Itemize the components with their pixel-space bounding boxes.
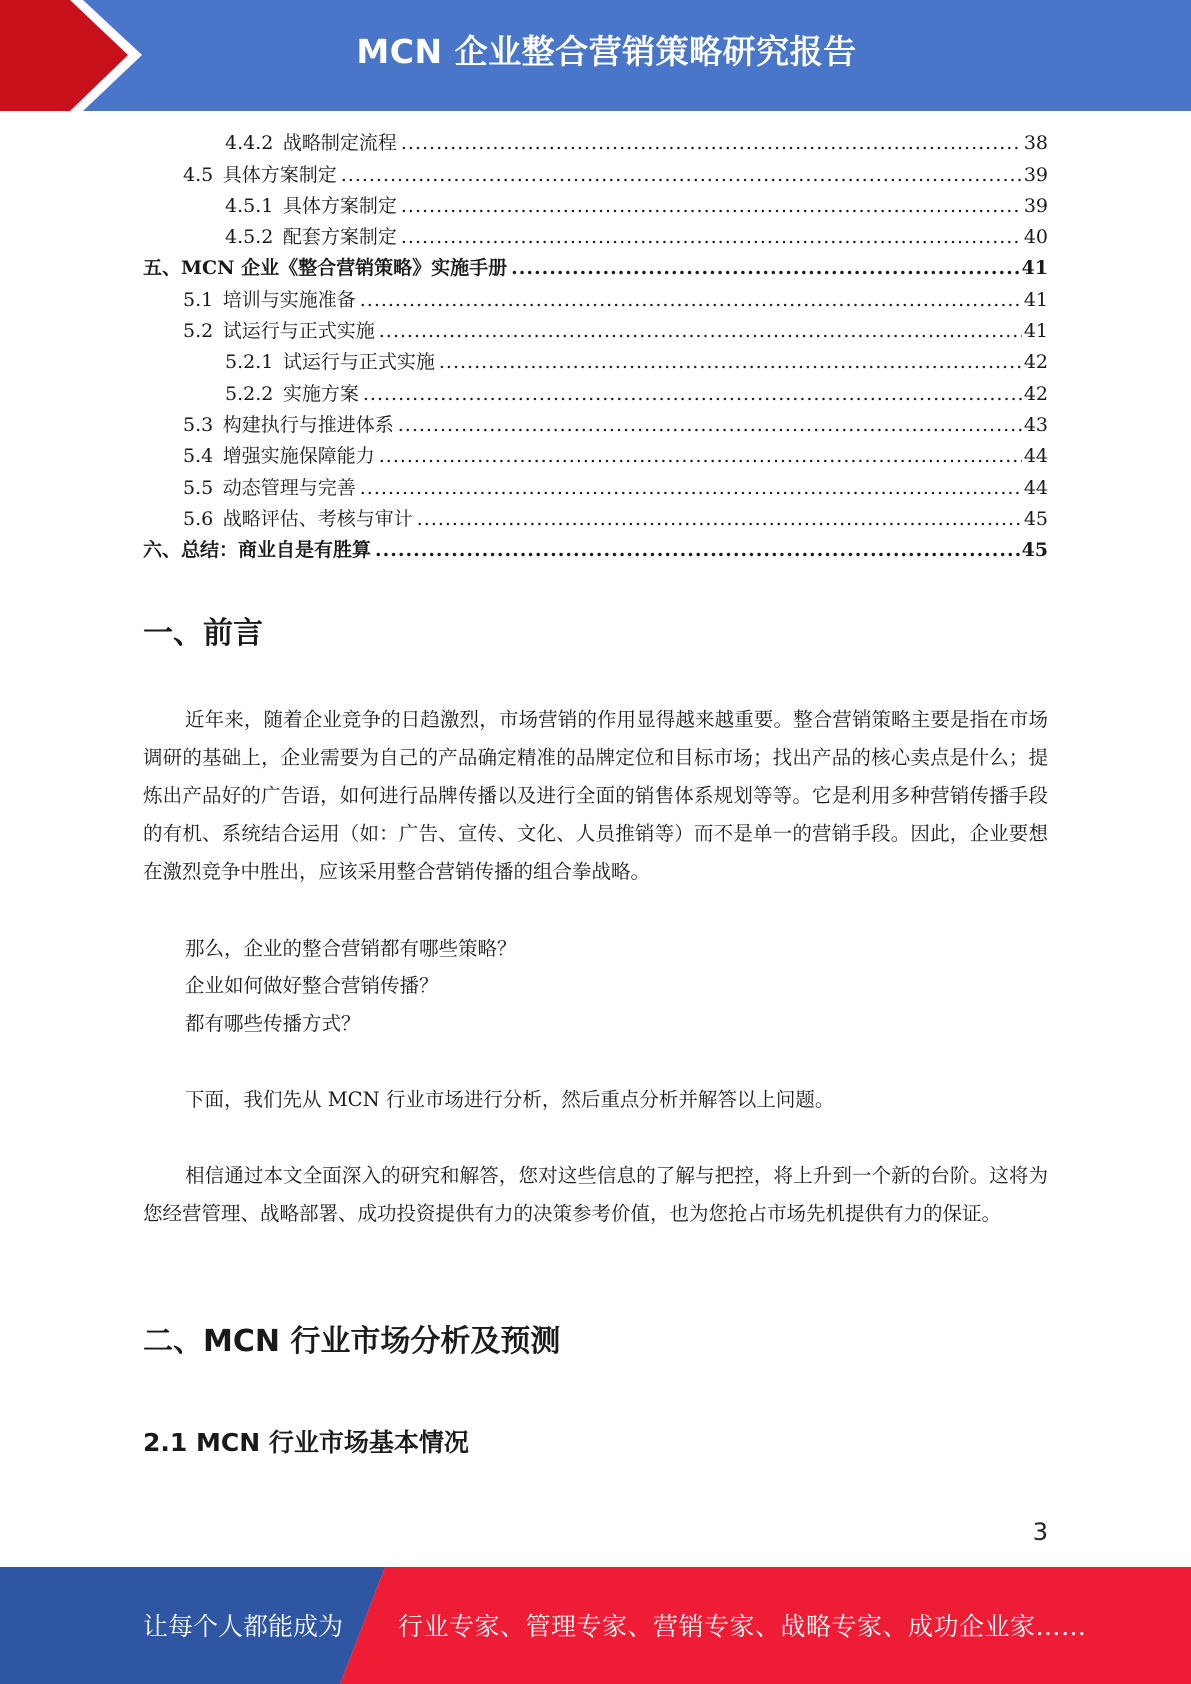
toc-entry[interactable] <box>143 253 1048 284</box>
toc-entry-title: 具体方案制定 <box>282 194 397 217</box>
question-line-1: 那么，企业的整合营销都有哪些策略？ <box>185 937 517 960</box>
footer-banner <box>0 1567 1191 1684</box>
toc-dot-leader <box>360 473 1022 504</box>
toc-entry[interactable] <box>143 410 1048 441</box>
toc-entry[interactable] <box>143 128 1048 159</box>
toc-dot-leader <box>401 191 1022 222</box>
toc-entry[interactable] <box>143 222 1048 253</box>
toc-dot-leader <box>417 504 1022 535</box>
toc-entry-page: 42 <box>1023 351 1048 374</box>
toc-entry-page: 39 <box>1023 163 1048 186</box>
toc-entry-title: 六、总结：商业自是有胜算 <box>143 539 372 562</box>
toc-entry-page: 42 <box>1023 382 1048 405</box>
toc-entry-title: 动态管理与完善 <box>222 476 356 499</box>
toc-dot-leader <box>341 160 1022 191</box>
preface-paragraph-2: 下面，我们先从 MCN 行业市场进行分析，然后重点分析并解答以上问题。 <box>185 1088 835 1111</box>
table-of-contents <box>143 128 1048 566</box>
toc-entry-number: 4.4.2 <box>225 132 274 155</box>
toc-entry[interactable] <box>143 316 1048 347</box>
toc-entry-number: 5.3 <box>183 413 214 436</box>
toc-entry[interactable] <box>143 472 1048 503</box>
toc-entry-title: 试运行与正式实施 <box>282 351 435 374</box>
toc-dot-leader <box>401 222 1022 253</box>
toc-entry[interactable] <box>143 347 1048 378</box>
toc-dot-leader <box>363 379 1022 410</box>
toc-entry-number: 5.2.1 <box>225 351 274 374</box>
toc-dot-leader <box>439 347 1022 378</box>
toc-entry-page: 44 <box>1023 445 1048 468</box>
toc-dot-leader <box>360 285 1022 316</box>
toc-dot-leader <box>379 316 1022 347</box>
toc-entry-page: 45 <box>1021 539 1048 562</box>
toc-dot-leader <box>379 441 1022 472</box>
toc-entry-page: 41 <box>1021 257 1048 280</box>
toc-entry-page: 39 <box>1023 194 1048 217</box>
toc-entry-page: 45 <box>1023 507 1048 530</box>
section-heading-market-analysis: 二、MCN 行业市场分析及预测 <box>143 1324 561 1359</box>
toc-entry-page: 40 <box>1023 226 1048 249</box>
toc-entry-title: 配套方案制定 <box>282 226 397 249</box>
toc-entry-title: 构建执行与推进体系 <box>222 413 394 436</box>
question-line-3: 都有哪些传播方式？ <box>185 1012 361 1035</box>
toc-entry-number: 5.4 <box>183 445 214 468</box>
toc-dot-leader <box>511 253 1019 284</box>
preface-paragraph-1: 近年来，随着企业竞争的日趋激烈，市场营销的作用显得越来越重要。整合营销策略主要是指在市场调研的基础上，企业需要为自己的产品确定精准的品牌定位和目标市场；找出产品的核心卖点是什么；提炼出产品好的广告语，如何进行品牌传播以及进行全面的销售体系规划等等。它是利用多种营销传播手段的有机、系统结合运用（如：广告、宣传、文化、人员推销等）而不是单一的营销手段。因此，企业要想在激烈竞争中胜出，应该采用整合营销传播的组合拳战略。 <box>143 708 1048 883</box>
toc-entry-number: 5.2.2 <box>225 382 274 405</box>
toc-entry[interactable] <box>143 441 1048 472</box>
toc-entry[interactable] <box>143 535 1048 566</box>
page-number: 3 <box>1032 1518 1048 1546</box>
toc-entry-page: 43 <box>1023 413 1048 436</box>
toc-entry[interactable] <box>143 504 1048 535</box>
section-heading-preface: 一、前言 <box>143 616 263 651</box>
toc-entry-number: 5.6 <box>183 507 214 530</box>
toc-entry-number: 5.5 <box>183 476 214 499</box>
document-title: MCN 企业整合营销策略研究报告 <box>356 32 857 71</box>
toc-dot-leader <box>398 410 1022 441</box>
toc-entry-number: 5.1 <box>183 288 214 311</box>
toc-entry-title: 战略评估、考核与审计 <box>222 507 413 530</box>
toc-entry-number: 4.5 <box>183 163 214 186</box>
toc-entry-number: 4.5.1 <box>225 194 274 217</box>
toc-entry-title: 具体方案制定 <box>222 163 337 186</box>
toc-entry-number: 4.5.2 <box>225 226 274 249</box>
toc-entry-title: 实施方案 <box>282 382 359 405</box>
toc-entry[interactable] <box>143 159 1048 190</box>
header-banner <box>0 0 1191 111</box>
toc-entry[interactable] <box>143 284 1048 315</box>
toc-entry[interactable] <box>143 191 1048 222</box>
toc-entry[interactable] <box>143 378 1048 409</box>
preface-paragraph-3: 相信通过本文全面深入的研究和解答，您对这些信息的了解与把控，将上升到一个新的台阶。这将为您经营管理、战略部署、成功投资提供有力的决策参考价值，也为您抢占市场先机提供有力的保证。 <box>143 1164 1048 1225</box>
toc-entry-page: 41 <box>1023 288 1048 311</box>
toc-entry-page: 41 <box>1023 320 1048 343</box>
toc-entry-title: 战略制定流程 <box>282 132 397 155</box>
toc-entry-page: 38 <box>1023 132 1048 155</box>
toc-entry-title: 试运行与正式实施 <box>222 320 375 343</box>
toc-dot-leader <box>401 128 1022 159</box>
toc-entry-number: 5.2 <box>183 320 214 343</box>
toc-entry-title: 五、MCN 企业《整合营销策略》实施手册 <box>143 257 508 280</box>
footer-slogan-right: 行业专家、管理专家、营销专家、战略专家、成功企业家…… <box>398 1612 1087 1641</box>
toc-dot-leader <box>375 535 1020 566</box>
question-line-2: 企业如何做好整合营销传播？ <box>185 974 439 997</box>
toc-entry-title: 增强实施保障能力 <box>222 445 375 468</box>
toc-entry-title: 培训与实施准备 <box>222 288 356 311</box>
toc-entry-page: 44 <box>1023 476 1048 499</box>
footer-slogan-left: 让每个人都能成为 <box>143 1612 344 1641</box>
subsection-heading-basic-situation: 2.1 MCN 行业市场基本情况 <box>143 1428 469 1457</box>
